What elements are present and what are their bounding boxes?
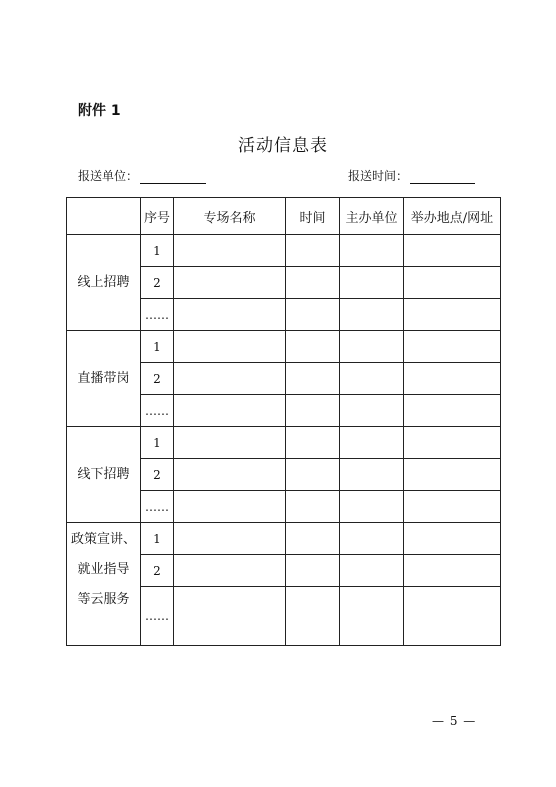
time-cell bbox=[286, 267, 340, 299]
table-row bbox=[67, 427, 501, 459]
seq-cell: 2 bbox=[141, 267, 174, 299]
session-name-cell bbox=[174, 555, 286, 587]
venue-cell bbox=[404, 523, 501, 555]
time-cell bbox=[286, 235, 340, 267]
table-row bbox=[67, 331, 501, 363]
category-offline-recruitment: 线下招聘 bbox=[67, 427, 141, 523]
header-organizer: 主办单位 bbox=[340, 198, 404, 235]
venue-cell bbox=[404, 395, 501, 427]
header-seq: 序号 bbox=[141, 198, 174, 235]
organizer-cell bbox=[340, 363, 404, 395]
venue-cell bbox=[404, 363, 501, 395]
category-policy-guidance-services bbox=[67, 523, 141, 646]
time-cell bbox=[286, 459, 340, 491]
session-name-cell bbox=[174, 267, 286, 299]
attachment-label: 附件 1 bbox=[78, 103, 121, 119]
session-name-cell bbox=[174, 395, 286, 427]
header-venue-url: 举办地点/网址 bbox=[404, 198, 501, 235]
header-category bbox=[67, 198, 141, 235]
venue-cell bbox=[404, 299, 501, 331]
organizer-cell bbox=[340, 235, 404, 267]
header-session-name: 专场名称 bbox=[174, 198, 286, 235]
time-cell bbox=[286, 491, 340, 523]
organizer-cell bbox=[340, 491, 404, 523]
seq-cell: …… bbox=[141, 395, 174, 427]
organizer-cell bbox=[340, 587, 404, 646]
venue-cell bbox=[404, 491, 501, 523]
organizer-cell bbox=[340, 427, 404, 459]
seq-cell: 2 bbox=[141, 555, 174, 587]
reporting-time-label: 报送时间： bbox=[348, 169, 409, 183]
organizer-cell bbox=[340, 555, 404, 587]
reporting-unit-blank bbox=[140, 169, 206, 184]
organizer-cell bbox=[340, 299, 404, 331]
time-cell bbox=[286, 523, 340, 555]
session-name-cell bbox=[174, 459, 286, 491]
seq-cell: 1 bbox=[141, 235, 174, 267]
time-cell bbox=[286, 555, 340, 587]
venue-cell bbox=[404, 555, 501, 587]
session-name-cell bbox=[174, 491, 286, 523]
venue-cell bbox=[404, 587, 501, 646]
seq-cell: 1 bbox=[141, 331, 174, 363]
organizer-cell bbox=[340, 331, 404, 363]
organizer-cell bbox=[340, 459, 404, 491]
reporting-unit-label: 报送单位： bbox=[78, 169, 139, 183]
header-time: 时间 bbox=[286, 198, 340, 235]
page-number: — 5 — bbox=[432, 714, 477, 728]
time-cell bbox=[286, 363, 340, 395]
time-cell bbox=[286, 427, 340, 459]
session-name-cell bbox=[174, 235, 286, 267]
seq-cell: 1 bbox=[141, 523, 174, 555]
seq-cell: 2 bbox=[141, 459, 174, 491]
time-cell bbox=[286, 587, 340, 646]
category-line: 政策宣讲、 bbox=[70, 532, 136, 547]
table-row bbox=[67, 235, 501, 267]
table-header-row bbox=[67, 198, 501, 235]
venue-cell bbox=[404, 459, 501, 491]
category-line: 等云服务 bbox=[77, 592, 130, 607]
time-cell bbox=[286, 331, 340, 363]
session-name-cell bbox=[174, 587, 286, 646]
session-name-cell bbox=[174, 363, 286, 395]
venue-cell bbox=[404, 235, 501, 267]
organizer-cell bbox=[340, 523, 404, 555]
reporting-unit-field bbox=[78, 167, 206, 184]
page-title: 活动信息表 bbox=[238, 136, 328, 156]
seq-cell: …… bbox=[141, 491, 174, 523]
session-name-cell bbox=[174, 331, 286, 363]
activity-info-table bbox=[66, 197, 501, 646]
seq-cell: …… bbox=[141, 299, 174, 331]
venue-cell bbox=[404, 267, 501, 299]
seq-cell: …… bbox=[141, 587, 174, 646]
venue-cell bbox=[404, 331, 501, 363]
category-line: 就业指导 bbox=[77, 562, 130, 577]
organizer-cell bbox=[340, 267, 404, 299]
reporting-time-field bbox=[348, 167, 475, 184]
time-cell bbox=[286, 299, 340, 331]
session-name-cell bbox=[174, 427, 286, 459]
session-name-cell bbox=[174, 523, 286, 555]
category-online-recruitment: 线上招聘 bbox=[67, 235, 141, 331]
seq-cell: 1 bbox=[141, 427, 174, 459]
organizer-cell bbox=[340, 395, 404, 427]
reporting-time-blank bbox=[410, 169, 475, 184]
seq-cell: 2 bbox=[141, 363, 174, 395]
venue-cell bbox=[404, 427, 501, 459]
table-row bbox=[67, 523, 501, 555]
category-live-streaming: 直播带岗 bbox=[67, 331, 141, 427]
time-cell bbox=[286, 395, 340, 427]
session-name-cell bbox=[174, 299, 286, 331]
